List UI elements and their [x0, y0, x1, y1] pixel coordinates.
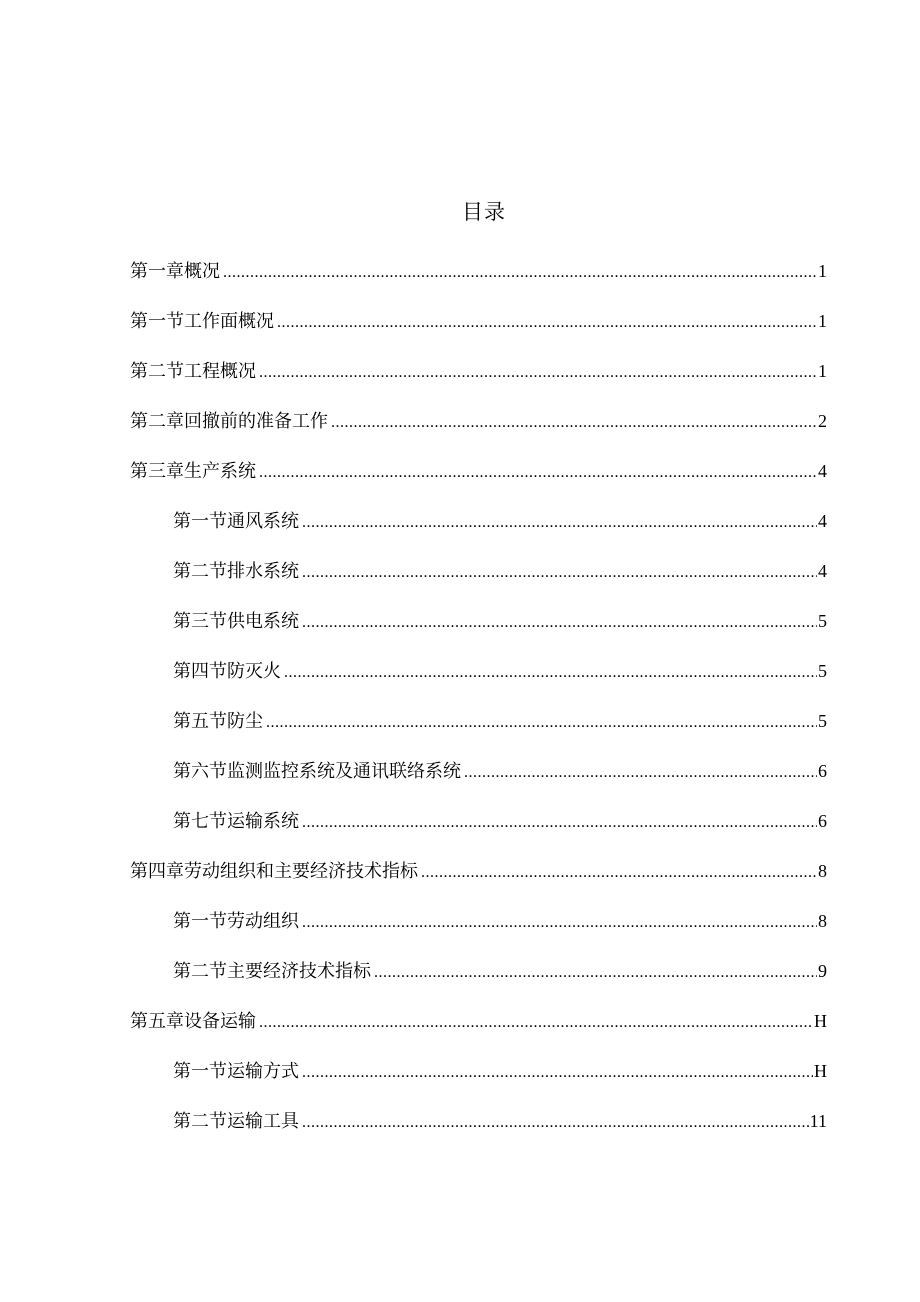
toc-entry-page: H: [814, 1011, 827, 1031]
toc-dot-leader: [302, 1058, 813, 1088]
toc-dot-leader: [302, 558, 817, 588]
toc-entry-page: 5: [818, 611, 827, 631]
toc-entry-label: 第一节运输方式: [173, 1061, 299, 1082]
toc-entry-label: 第二节排水系统: [173, 561, 299, 582]
toc-entry-label: 第二节工程概况: [130, 361, 256, 382]
toc-entry[interactable]: [130, 906, 827, 956]
toc-entry-label: 第三节供电系统: [173, 611, 299, 632]
toc-dot-leader: [284, 658, 817, 688]
toc-dot-leader: [259, 1008, 813, 1038]
toc-entry-label: 第四章劳动组织和主要经济技术指标: [130, 861, 418, 882]
toc-dot-leader: [259, 358, 817, 388]
toc-entry[interactable]: [130, 856, 827, 906]
toc-dot-leader: [331, 408, 817, 438]
toc-entry[interactable]: [130, 706, 827, 756]
toc-entry[interactable]: [130, 1056, 827, 1106]
toc-entry-label: 第一节劳动组织: [173, 911, 299, 932]
toc-entry[interactable]: [130, 756, 827, 806]
toc-entry-page: 6: [818, 811, 827, 831]
toc-dot-leader: [421, 858, 817, 888]
toc-entry-page: 5: [818, 711, 827, 731]
toc-entry-label: 第三章生产系统: [130, 461, 256, 482]
toc-entry-label: 第五节防尘: [173, 711, 263, 732]
toc-entry[interactable]: [130, 456, 827, 506]
toc-entry-page: H: [814, 1061, 827, 1081]
toc-entry[interactable]: [130, 406, 827, 456]
toc-entry-label: 第二节运输工具: [173, 1111, 299, 1132]
toc-dot-leader: [302, 808, 817, 838]
toc-entry-label: 第一节工作面概况: [130, 311, 274, 332]
toc-entry-page: 1: [818, 361, 827, 381]
toc-title: 目录: [462, 200, 506, 224]
toc-entry[interactable]: [130, 1106, 827, 1156]
toc-entry[interactable]: [130, 506, 827, 556]
toc-entry-label: 第七节运输系统: [173, 811, 299, 832]
toc-dot-leader: [302, 1108, 809, 1138]
toc-entry-page: 8: [818, 861, 827, 881]
toc-dot-leader: [266, 708, 817, 738]
toc-entry[interactable]: [130, 806, 827, 856]
toc-entry-page: 1: [818, 311, 827, 331]
toc-entry-label: 第五章设备运输: [130, 1011, 256, 1032]
toc-list: [130, 256, 827, 1156]
toc-entry-label: 第一章概况: [130, 261, 220, 282]
toc-entry-page: 8: [818, 911, 827, 931]
toc-entry-label: 第一节通风系统: [173, 511, 299, 532]
toc-dot-leader: [277, 308, 817, 338]
toc-dot-leader: [259, 458, 817, 488]
toc-entry-page: 5: [818, 661, 827, 681]
toc-dot-leader: [374, 958, 817, 988]
toc-entry-page: 4: [818, 511, 827, 531]
toc-entry[interactable]: [130, 1006, 827, 1056]
toc-entry-page: 1: [818, 261, 827, 281]
toc-entry-page: 2: [818, 411, 827, 431]
toc-entry[interactable]: [130, 256, 827, 306]
toc-entry-page: 11: [809, 1111, 827, 1131]
toc-entry-page: 4: [818, 561, 827, 581]
toc-entry-label: 第二节主要经济技术指标: [173, 961, 371, 982]
toc-entry[interactable]: [130, 956, 827, 1006]
toc-entry-label: 第六节监测监控系统及通讯联络系统: [173, 761, 461, 782]
toc-entry[interactable]: [130, 306, 827, 356]
toc-dot-leader: [302, 508, 817, 538]
toc-dot-leader: [302, 608, 817, 638]
toc-entry[interactable]: [130, 556, 827, 606]
toc-dot-leader: [464, 758, 817, 788]
toc-entry-page: 4: [818, 461, 827, 481]
toc-entry-label: 第四节防灭火: [173, 661, 281, 682]
toc-entry-label: 第二章回撤前的准备工作: [130, 411, 328, 432]
toc-dot-leader: [223, 258, 817, 288]
toc-entry[interactable]: [130, 606, 827, 656]
toc-entry-page: 9: [818, 961, 827, 981]
toc-entry[interactable]: [130, 656, 827, 706]
toc-entry-page: 6: [818, 761, 827, 781]
toc-entry[interactable]: [130, 356, 827, 406]
toc-dot-leader: [302, 908, 817, 938]
